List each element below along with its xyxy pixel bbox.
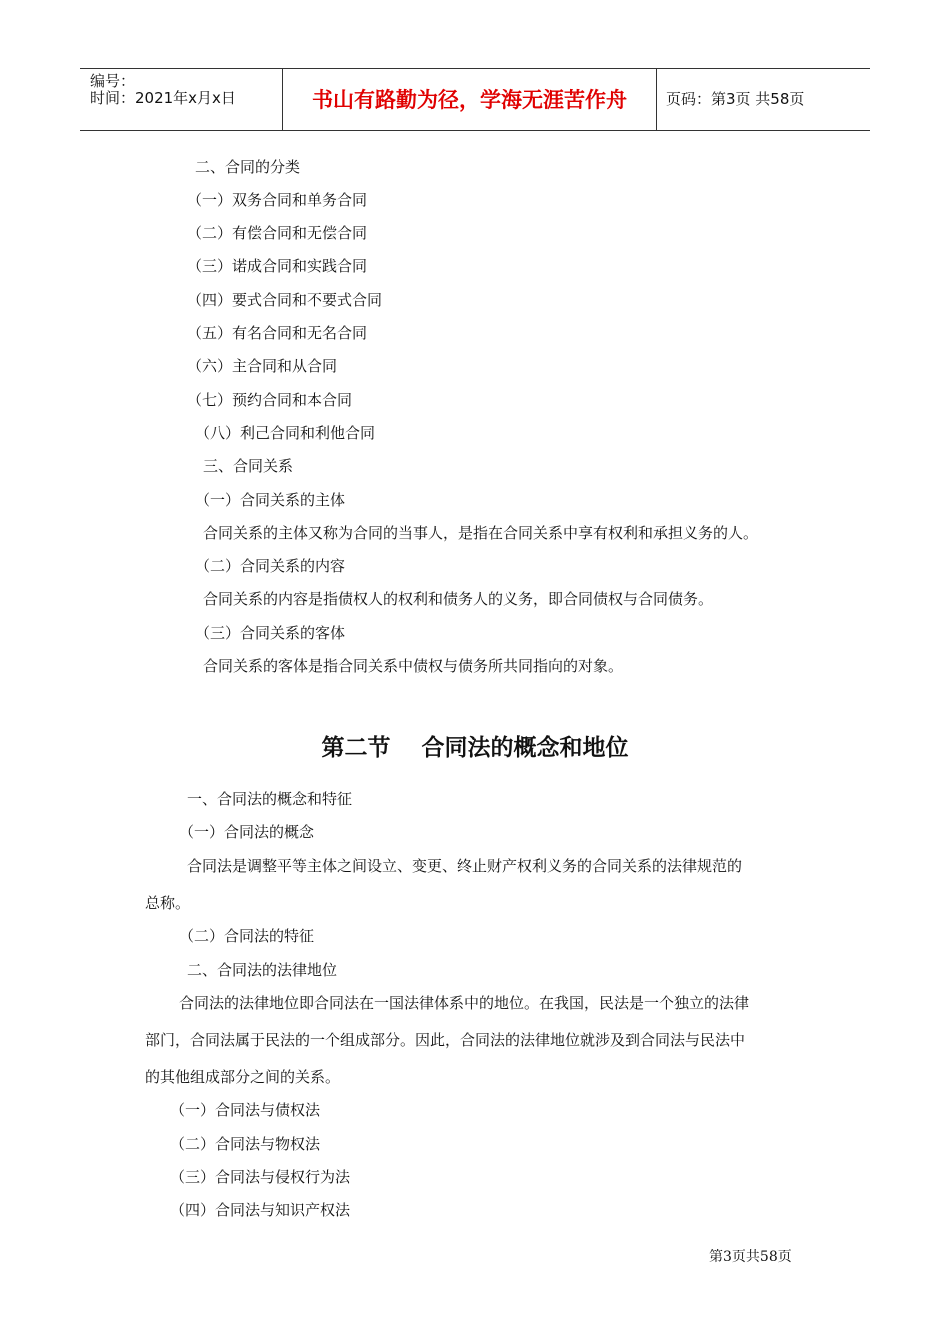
document-time-label: 时间：2021年x月x日	[90, 89, 236, 107]
list-item: （一）双务合同和单务合同	[187, 191, 368, 209]
heading-contract-relation: 三、合同关系	[203, 457, 294, 475]
list-item: （八）利己合同和利他合同	[195, 424, 376, 442]
header-meta-cell	[80, 69, 282, 130]
subheading: （二）合同关系的内容	[195, 557, 346, 575]
list-item: （三）诺成合同和实践合同	[187, 257, 368, 275]
list-item: （六）主合同和从合同	[187, 357, 338, 375]
list-item: （四）要式合同和不要式合同	[187, 291, 383, 309]
list-item: （三）合同法与侵权行为法	[170, 1168, 351, 1186]
paragraph: 合同关系的内容是指债权人的权利和债务人的义务，即合同债权与合同债务。	[203, 590, 714, 608]
list-item: （五）有名合同和无名合同	[187, 324, 368, 342]
heading-contract-classification: 二、合同的分类	[195, 158, 301, 176]
list-item: （四）合同法与知识产权法	[170, 1201, 351, 1219]
section-title: 第二节 合同法的概念和地位	[321, 735, 629, 761]
paragraph: 合同法的法律地位即合同法在一国法律体系中的地位。在我国，民法是一个独立的法律	[179, 994, 750, 1012]
page-footer-number: 第3页共58页	[709, 1249, 792, 1265]
paragraph: 合同关系的客体是指合同关系中债权与债务所共同指向的对象。	[203, 657, 624, 675]
document-number-label: 编号：	[90, 72, 136, 90]
header-page-cell	[656, 69, 870, 130]
subheading: （一）合同法的概念	[179, 823, 315, 841]
header-motto-cell	[282, 69, 657, 130]
header-page-code: 页码：第3页 共58页	[666, 90, 805, 108]
page-header	[80, 68, 870, 131]
paragraph: 合同法是调整平等主体之间设立、变更、终止财产权利义务的合同关系的法律规范的	[187, 857, 743, 875]
subheading: （三）合同关系的客体	[195, 624, 346, 642]
heading-contract-law-concept: 一、合同法的概念和特征	[187, 790, 353, 808]
subheading: （一）合同关系的主体	[195, 491, 346, 509]
list-item: （一）合同法与债权法	[170, 1101, 321, 1119]
paragraph-continuation: 的其他组成部分之间的关系。	[145, 1068, 341, 1086]
list-item: （七）预约合同和本合同	[187, 391, 353, 409]
paragraph: 合同关系的主体又称为合同的当事人，是指在合同关系中享有权利和承担义务的人。	[203, 524, 759, 542]
header-motto: 书山有路勤为径，学海无涯苦作舟	[312, 88, 627, 112]
subheading: （二）合同法的特征	[179, 927, 315, 945]
paragraph-continuation: 部门，合同法属于民法的一个组成部分。因此，合同法的法律地位就涉及到合同法与民法中	[145, 1031, 746, 1049]
list-item: （二）有偿合同和无偿合同	[187, 224, 368, 242]
paragraph-continuation: 总称。	[145, 894, 191, 912]
heading-legal-status: 二、合同法的法律地位	[187, 961, 338, 979]
list-item: （二）合同法与物权法	[170, 1135, 321, 1153]
